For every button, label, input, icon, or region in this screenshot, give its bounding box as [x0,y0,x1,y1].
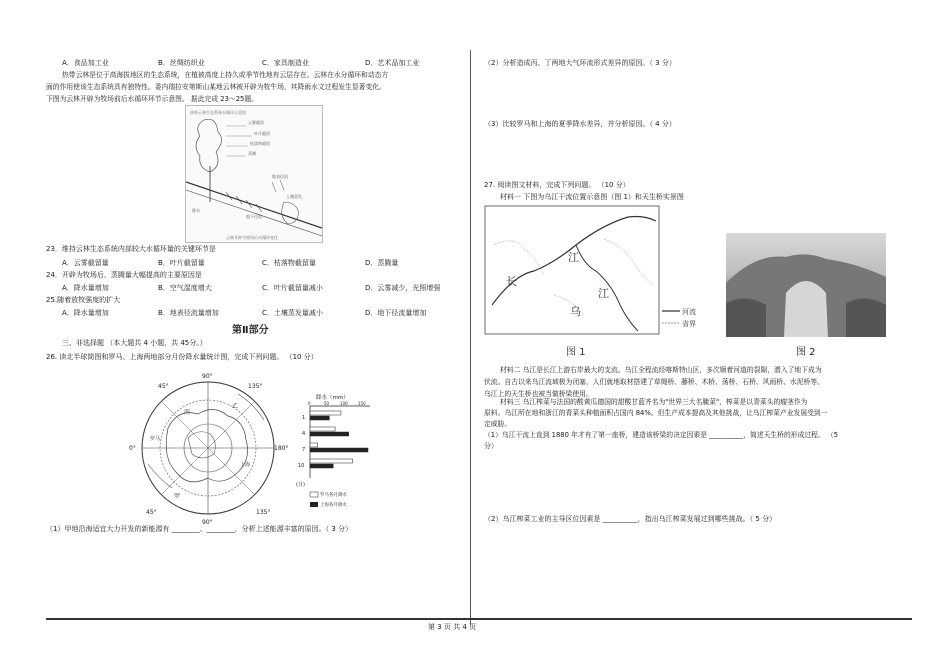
fig1-caption: 图 1 [566,347,586,358]
question-27-1: （1）乌江干流上直到 1880 年才有了第一座桥，建造该桥梁的决定因素是 __________，简述天生桥的形成过程。 （5 [484,431,839,439]
label-transpire: 蒸腾 [248,151,256,156]
bar-rome-month-4 [310,427,335,431]
question-26-2: （2）分析造成丙、丁两地大气环流形式差异的原因。（ 3 分） [484,59,676,67]
material-one: 材料一 下图为乌江干流位置示意图（图 1）和天生桥实景图 [500,193,684,201]
legend-rome: 罗马各月降水 [320,493,347,498]
q24-option-c: C．叶片截留量减小 [262,284,323,292]
tick-150: 150 [358,401,366,406]
question-25: 25.随着放牧强度的扩大 [46,296,121,304]
option-d: D．艺术品加工业 [365,59,420,67]
label-rome: 罗马 [150,436,161,442]
month-4: 4 [302,431,306,437]
q24-option-d: D．云雾减少，光照增强 [365,284,441,292]
bar-shanghai-month-7 [310,448,368,452]
label-leaf: 叶片截留 [254,131,270,136]
footer-rule [46,618,912,620]
label-chang: 长 [506,275,517,288]
question-27-2: （2）乌江榨菜工业的主导区位因素是 __________，指出乌江榨菜发展过到哪些挑战。（ 5 分） [484,515,777,523]
q25-option-d: D．地下径流量增加 [365,309,427,317]
water-cycle-diagram [185,105,323,243]
month-unit: (月) [296,482,305,488]
lon-90-top: 90° [202,373,213,380]
diagram-caption: 云林开辟为牧场后水循环变化 [226,235,278,240]
lon-90-bottom: 90° [202,519,213,526]
material-two-line: 乌江上的天生桥也被当做桥梁使用。 [484,390,593,398]
q24-option-b: B．空气湿度增大 [158,284,212,292]
bar-rome-month-7 [310,443,318,447]
q25-option-c: C．土壤蒸发量减小 [262,309,323,317]
chart-title: 降水（mm） [316,395,349,401]
option-b: B．丝绸纺织业 [158,59,205,67]
section-three-heading: 三、非选择题 （本大题共 4 小题，共 45分。） [62,339,207,347]
question-26-3: （3）比较罗马和上海的夏季降水差异，并分析原因。（ 4 分） [484,120,676,128]
q24-option-a: A．降水量增加 [62,284,109,292]
bar-rome-month-1 [310,411,341,415]
label-evap: 土壤蒸发 [286,194,302,199]
bar-shanghai-month-10 [310,464,333,468]
passage-line: 面的作用使该生态系统具有独特性。委内瑞拉安第斯山某地云林被开辟为牧牛场，其降雨水文过程发生显著变化。 [46,83,386,91]
legend-river: 河流 [682,308,696,316]
lon-135-top: 135° [248,383,263,390]
question-26: 26. 读北半球简图和罗马、上海两地部分月份降水量统计图，完成下列问题。 （10 分） [46,353,318,361]
label-jia: 甲 [174,493,181,500]
label-rain: 降水 [192,208,200,213]
label-fog: 云雾截留 [248,120,264,125]
q23-option-a: A．云雾截留量 [62,259,109,267]
q23-option-b: B．叶片截留量 [158,259,205,267]
q23-option-c: C．枯落物截留量 [262,259,316,267]
material-three-line: 材料三 乌江榨菜与法国的酸黄瓜德国的甜酸甘蓝齐名为"世界三大名腌菜"，榨菜是以青菜头的瘤茎作为 [500,398,808,406]
lon-45-top: 45° [158,383,169,390]
legend-border: 省界 [682,320,696,328]
passage-line: 下图为云林开辟为牧场前后水循环环节示意图。 据此完成 23～25题。 [46,95,258,103]
page-number: 第 3 页 共 4 页 [428,623,477,631]
label-yi: 乙 [232,403,239,410]
month-7: 7 [302,447,306,453]
legend-shanghai-swatch [310,502,318,507]
material-three-line: 定威胁。 [484,420,512,428]
bar-shanghai-month-1 [310,416,329,420]
lon-45-bottom: 45° [146,509,157,516]
bar-rome-month-10 [310,459,353,463]
option-c: C．家具制造业 [262,59,309,67]
label-jiang-2: 江 [598,287,609,300]
part-two-title: 第Ⅱ部分 [232,325,269,336]
label-ground: 地下径流 [246,214,262,219]
question-26-1: （1）甲地沿海适宜大力开发的新能源有 ________、________，分析上述能源丰富的原因。（ 3 分） [46,525,353,533]
precip-chart [296,392,376,512]
material-three-line: 原料。乌江所在地和浙江的青菜头种植面积占国内 84%。但生产成本提高及其他挑战，让乌江榨菜产业发展受到一 [484,409,828,417]
passage-line: 热带云林是位于高海拔地区的生态系统，在植被高度上持久或季节性地有云层存在。云林在水分循环和动态方 [62,71,389,79]
diagram-title: 热带云林生态系统水循环示意图 [190,110,246,115]
lon-0: 0° [129,445,136,452]
label-runoff: 地表径流 [272,174,288,179]
question-24: 24．开辟为牧场后，蒸腾量大幅提高的主要原因是 [46,271,202,279]
q25-option-a: A．降水量增加 [62,309,109,317]
material-two-line: 材料二 乌江是长江上游右岸最大的支流。乌江全程流经喀斯特山区，多次顺着河道的裂隙，潜入了地下成为 [500,366,822,374]
question-27-1-cont: 分） [484,442,498,450]
label-litter: 枯落物截留 [250,141,270,146]
option-a: A．食品加工业 [62,59,109,67]
lon-135-bottom: 135° [256,509,271,516]
month-1: 1 [302,415,306,421]
tick-100: 100 [340,401,348,406]
natural-bridge-photo [726,233,886,337]
q23-option-d: D．蒸腾量 [365,259,399,267]
legend-shanghai: 上海各月降水 [320,503,347,508]
wujiang-map [484,205,712,360]
column-divider [470,50,471,625]
label-shanghai: 上海 [240,462,251,468]
lon-180: 180° [274,445,288,452]
legend-rome-swatch [310,492,318,497]
label-bing: 丙 [184,409,191,416]
q25-option-b: B．地表径流量增加 [158,309,219,317]
label-wu: 乌 [570,305,581,318]
question-23: 23．维持云林生态系统内部较大水循环量的关键环节是 [46,245,216,253]
question-27: 27. 阅读图文材料，完成下列问题。 （10 分） [484,181,630,189]
bar-shanghai-month-4 [310,432,349,436]
fig2-caption: 图 2 [796,347,816,358]
tick-0: 0 [308,401,311,406]
month-10: 10 [298,463,305,469]
tick-50: 50 [324,401,330,406]
polar-map [128,368,288,526]
material-two-line: 伏流。自古以来乌江流域极为闭塞，人们就地取材搭建了草绳桥、藤桥、木桥、荡桥、石桥、风雨桥、水泥桥等。 [484,378,824,386]
label-jiang-1: 江 [568,251,579,264]
